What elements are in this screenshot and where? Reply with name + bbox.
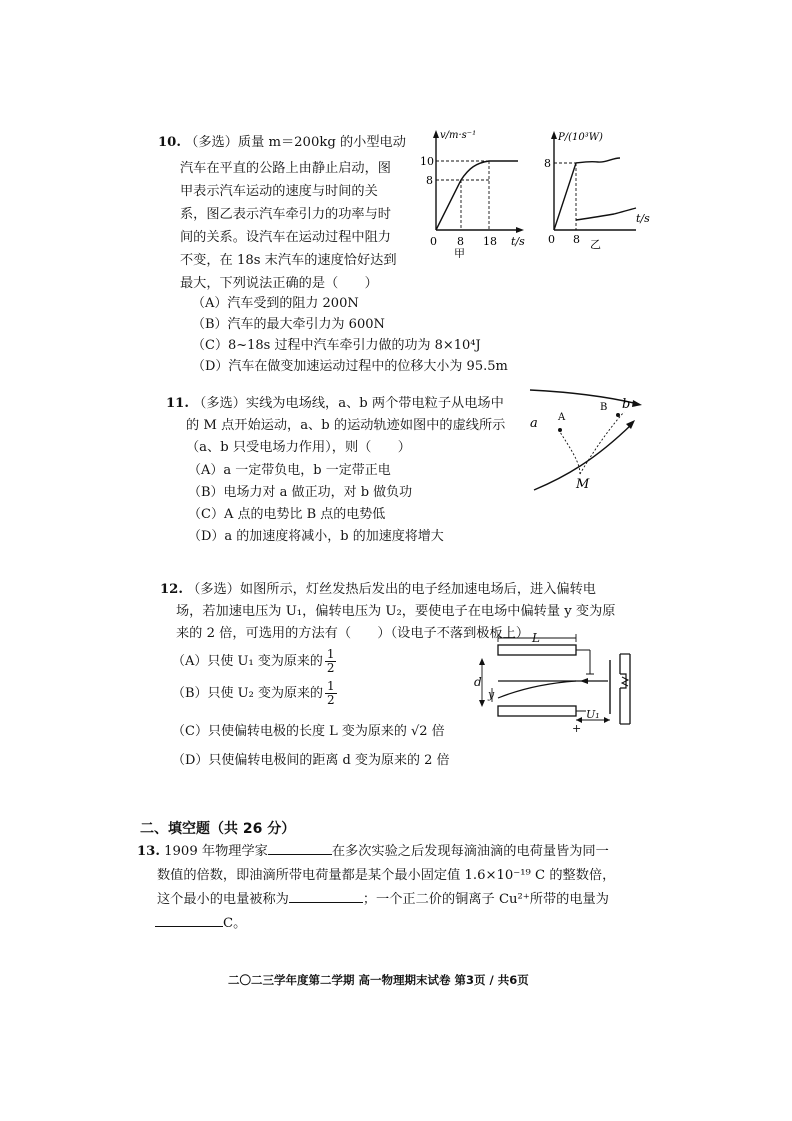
question-text: 1909 年物理学家 <box>164 844 268 859</box>
y-axis-label: v/m·s⁻¹ <box>440 130 477 141</box>
origin-label: 0 <box>430 235 437 248</box>
question-text: 在多次实验之后发现每滴油滴的电荷量皆为同一 <box>331 844 609 859</box>
option-a: （A）只使 U₁ 变为原来的 $\frac{1}{2}$ <box>172 647 335 675</box>
option-b: （B）只使 U₂ 变为原来的 $\frac{1}{2}$ <box>172 679 335 707</box>
question-text: 这个最小的电量被称为 <box>157 892 289 907</box>
question-text: 来的 2 倍，可选用的方法有（ ）（设电子不落到极板上） <box>176 626 530 641</box>
question-text: （a、b 只受电场力作用），则（ ） <box>186 440 411 455</box>
label-plus: + <box>572 722 582 735</box>
x-tick-label: 18 <box>483 235 497 248</box>
label-A: A <box>558 412 566 423</box>
electric-field-figure <box>520 382 650 494</box>
section-heading: 二、填空题（共 26 分） <box>140 821 296 837</box>
question-text: 间的关系。设汽车在运动过程中阻力 <box>180 230 391 245</box>
question-text: 最大，下列说法正确的是（ ） <box>180 276 378 291</box>
label-a: a <box>530 416 538 431</box>
question-text: 的 M 点开始运动，a、b 的运动轨迹如图中的虚线所示 <box>186 418 506 433</box>
label-d: d <box>474 675 482 689</box>
option-d: （D）只使偏转电极间的距离 d 变为原来的 2 倍 <box>172 753 450 768</box>
question-number: 13. <box>137 844 160 859</box>
label-M: M <box>576 477 590 492</box>
label-b: b <box>622 397 631 412</box>
y-axis-label: P/(10³W) <box>558 132 603 143</box>
question-text: 数值的倍数，即油滴所带电荷量都是某个最小固定值 1.6×10⁻¹⁹ C 的整数倍， <box>157 868 616 883</box>
origin-label: 0 <box>548 233 555 246</box>
option-b: （B）电场力对 a 做正功，对 b 做负功 <box>188 485 413 500</box>
question-text: 场，若加速电压为 U₁，偏转电压为 U₂，要使电子在电场中偏转量 y 变为原 <box>176 604 616 619</box>
y-tick-label: 8 <box>544 157 551 170</box>
label-L: L <box>532 631 540 645</box>
option-b: （B）汽车的最大牵引力为 600N <box>192 317 385 332</box>
fraction-one-half: $\frac{1}{2}$ <box>327 679 335 707</box>
option-c: （C）8~18s 过程中汽车牵引力做的功为 8×10⁴J <box>192 338 481 353</box>
label-B: B <box>600 402 608 413</box>
page-footer: 二〇二三学年度第二学期 高一物理期末试卷 第3页 / 共6页 <box>228 973 529 987</box>
question-text: （多选）如图所示，灯丝发热后发出的电子经加速电场后，进入偏转电 <box>187 582 596 597</box>
question-number: 11. <box>166 396 189 411</box>
x-axis-label: t/s <box>636 212 650 225</box>
option-d: （D）汽车在做变加速运动过程中的位移大小为 95.5m <box>192 359 508 374</box>
label-U1: U₁ <box>586 708 600 721</box>
question-number: 10. <box>158 135 181 150</box>
question-text: （多选）实线为电场线，a、b 两个带电粒子从电场中 <box>193 396 504 411</box>
option-a: （A）a 一定带负电，b 一定带正电 <box>188 463 391 478</box>
question-text: （多选）质量 m＝200kg 的小型电动 <box>185 135 406 150</box>
fraction-one-half: $\frac{1}{2}$ <box>326 647 335 675</box>
option-d: （D）a 的加速度将减小，b 的加速度将增大 <box>188 529 444 544</box>
fill-in-blank[interactable] <box>289 902 363 903</box>
question-number: 12. <box>160 582 183 597</box>
question-text: ；一个正二价的铜离子 Cu²⁺所带的电量为 <box>362 892 609 907</box>
y-tick-label: 8 <box>426 174 433 187</box>
x-tick-label: 8 <box>573 233 580 246</box>
x-axis-label: t/s <box>511 235 525 248</box>
x-tick-label: 8 <box>457 235 464 248</box>
question-text: 不变，在 18s 末汽车的速度恰好达到 <box>180 253 397 268</box>
option-c: （C）只使偏转电极的长度 L 变为原来的 √2 倍 <box>172 724 445 739</box>
y-tick-label: 10 <box>420 155 434 168</box>
question-text: C。 <box>223 916 247 931</box>
deflection-apparatus-figure <box>468 630 644 742</box>
fill-in-blank[interactable] <box>268 854 332 855</box>
velocity-time-graph <box>412 128 542 258</box>
question-text: 汽车在平直的公路上由静止启动，图 <box>180 161 391 176</box>
graph-caption: 乙 <box>590 238 601 251</box>
question-text: 甲表示汽车运动的速度与时间的关 <box>180 184 378 199</box>
option-a: （A）汽车受到的阻力 200N <box>192 296 359 311</box>
power-time-graph <box>540 128 670 258</box>
label-y: y <box>488 688 495 701</box>
graph-caption: 甲 <box>454 247 465 258</box>
fill-in-blank[interactable] <box>155 926 223 927</box>
option-c: （C）A 点的电势比 B 点的电势低 <box>188 507 386 522</box>
question-text: 系，图乙表示汽车牵引力的功率与时 <box>180 207 391 222</box>
